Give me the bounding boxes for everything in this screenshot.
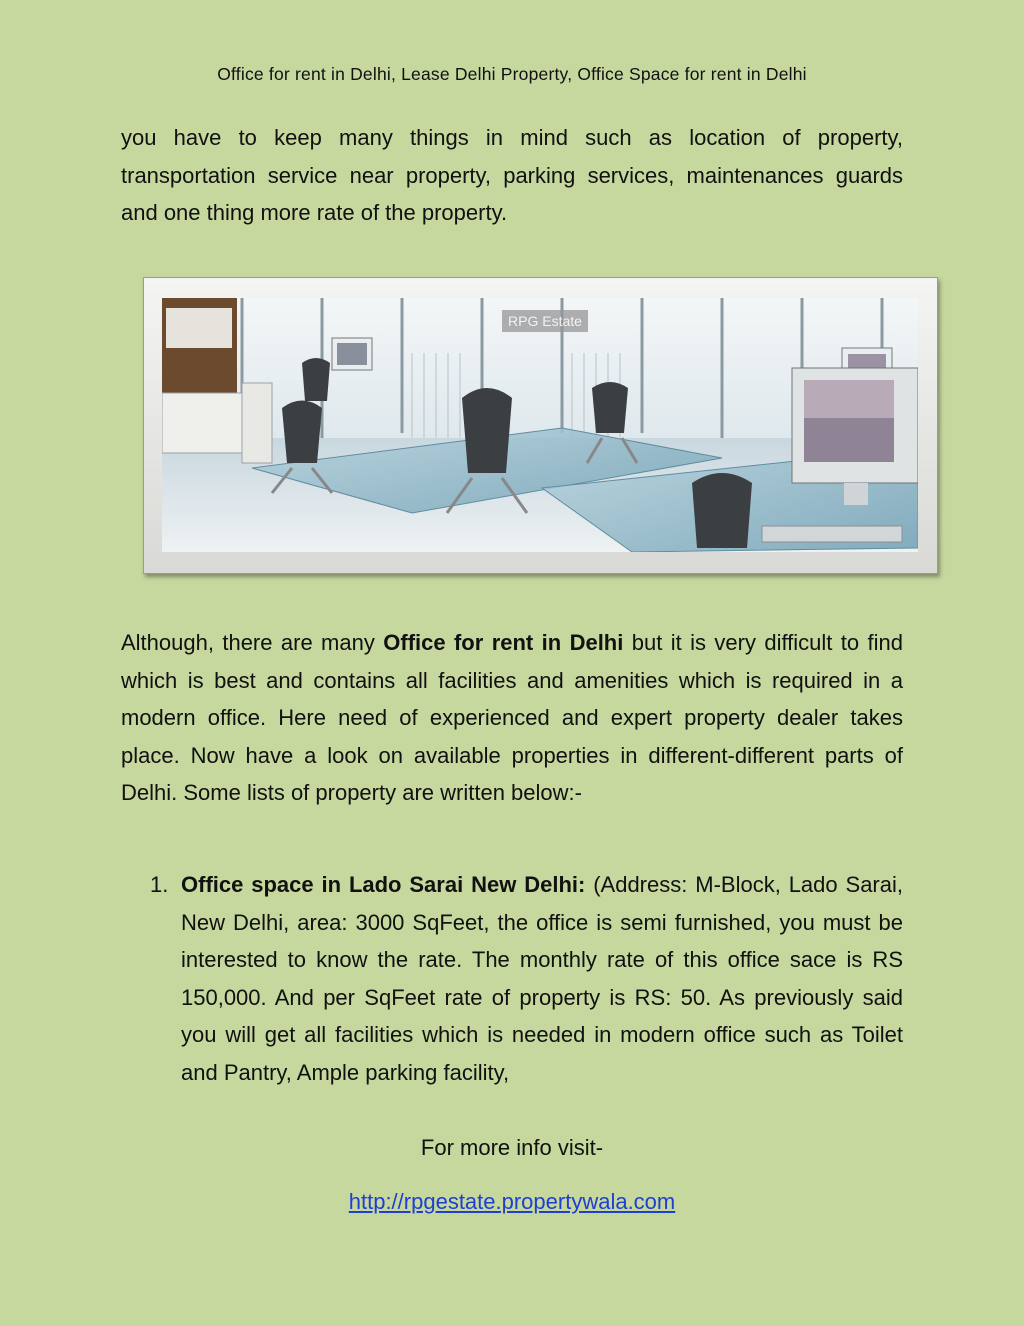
footer-label: For more info visit- [420,1135,604,1160]
list-item-title: Office space in Lado Sarai New Delhi: [181,872,586,897]
intro-paragraph: you have to keep many things in mind such as location of property, transportation service near property, parking services, maintenances guards and one thing more rate of the property. [121,125,903,225]
office-photo-frame [143,277,938,574]
list-item-text: (Address: M-Block, Lado Sarai, New Delhi, area: 3000 SqFeet, the office is semi furnished, you must be interested to know the rate. The monthly rate of this office sace is RS 150,000. And per SqFeet rate of property is RS: 50. As previously said you will get all facilities which is needed in modern office such as Toilet and Pantry, Ample parking facility, [181,872,903,1085]
body-paragraph [121,624,903,812]
page-header: Office for rent in Delhi, Lease Delhi Property, Office Space for rent in Delhi [217,64,807,84]
list-item [181,866,903,1091]
footer-link-wrap [0,1189,1024,1215]
office-illustration [162,298,918,552]
list-item-number: 1. [150,872,169,897]
paragraph-bold-phrase: Office for rent in Delhi [383,630,624,655]
paragraph-text-start: Although, there are many [121,630,384,655]
office-photo [162,298,918,552]
image-watermark: RPG Estate [502,310,588,332]
paragraph-text-end: but it is very difficult to find which is best and contains all facilities and amenities which is required in a modern office. Here need of experienced and expert property dealer takes place. Now have a look on available properties in different-different parts of Delhi. Some lists of property are written below:- [121,630,903,805]
website-link[interactable]: http://rpgestate.propertywala.com [348,1189,676,1214]
property-list [150,866,903,1091]
